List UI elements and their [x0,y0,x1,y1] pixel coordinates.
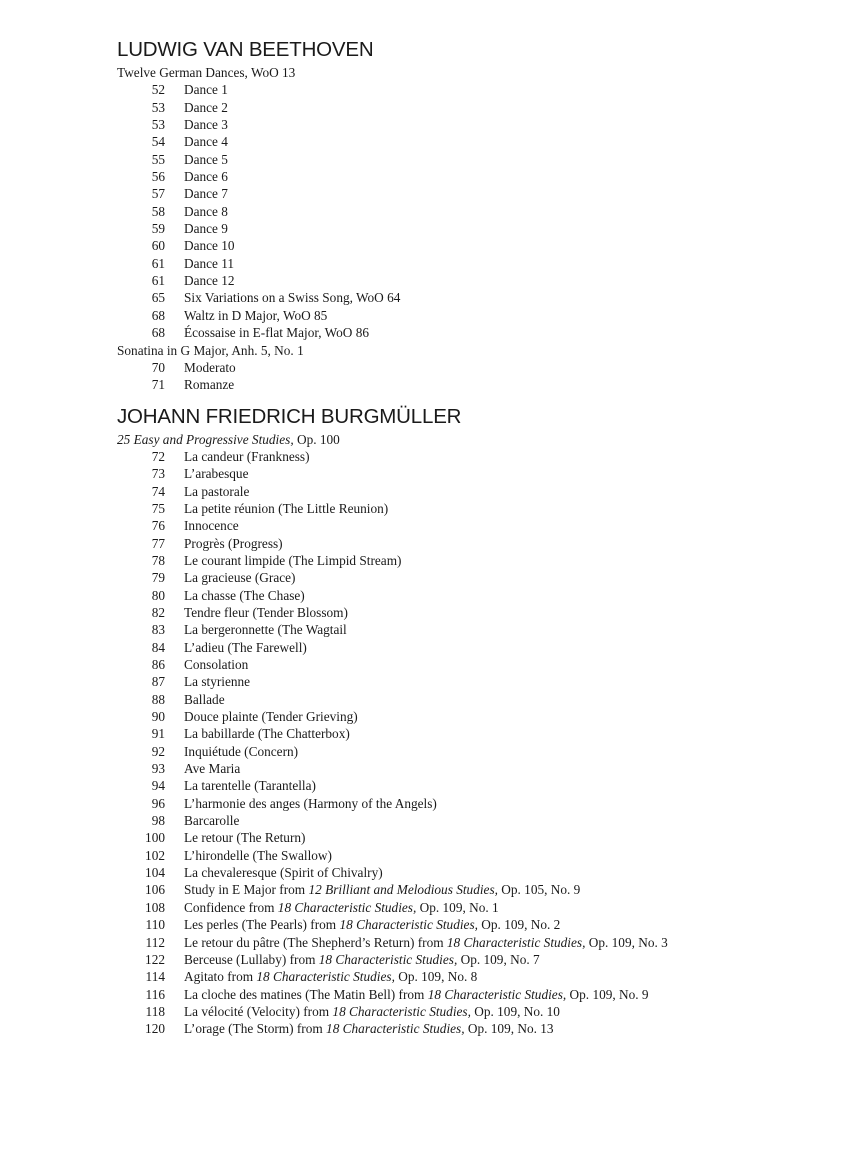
toc-entry[interactable] [117,725,837,742]
title-text: L’orage (The Storm) from [184,1021,327,1037]
title-text: Dance 5 [184,151,228,167]
toc-entry[interactable] [117,691,837,708]
title-text: Ave Maria [184,761,241,777]
title-text: Op. 109, No. 13 [464,1021,554,1037]
title-text: Les perles (The Pearls) from [184,917,340,933]
entry-title [165,465,837,482]
title-text: Op. 100 [293,431,340,447]
entry-title [165,220,837,237]
title-text: Study in E Major from [184,882,309,898]
title-text: La pastorale [184,483,250,499]
toc-entry[interactable] [117,324,837,341]
toc-entry[interactable] [117,621,837,638]
toc-entry[interactable] [117,899,837,916]
table-of-contents [117,36,837,1038]
toc-entry[interactable] [117,133,837,150]
toc-entry[interactable] [117,587,837,604]
page-number: 93 [151,761,165,777]
page-number: 77 [151,535,165,551]
toc-entry[interactable] [117,673,837,690]
page-number: 58 [151,203,165,219]
title-text: Douce plainte (Tender Grieving) [184,709,358,725]
toc-entry[interactable] [117,743,837,760]
title-text: Six Variations on a Swiss Song, WoO 64 [184,290,401,306]
page-number: 71 [151,377,165,393]
toc-entry[interactable] [117,99,837,116]
title-text: L’hirondelle (The Swallow) [184,847,332,863]
title-text: Op. 105, No. 9 [497,882,581,898]
page-number: 57 [151,186,165,202]
toc-entry[interactable] [117,916,837,933]
entry-title [165,376,837,393]
entry-title [165,864,837,881]
work-group-title [117,431,837,448]
entry-title [165,968,837,985]
entry-title [165,99,837,116]
page-number: 60 [151,238,165,254]
page-number: 120 [145,1021,165,1037]
page-number: 118 [145,1003,165,1019]
title-text: La tarentelle (Tarantella) [184,778,316,794]
entry-title [165,725,837,742]
toc-entry[interactable] [117,760,837,777]
entry-title [165,743,837,760]
toc-entry[interactable] [117,517,837,534]
page-number: 54 [151,134,165,150]
page-number: 98 [151,813,165,829]
title-text: Confidence from [184,899,278,915]
title-text: Op. 109, No. 10 [470,1003,560,1019]
toc-entry[interactable] [117,569,837,586]
entry-title [165,760,837,777]
entry-title [165,483,837,500]
page-number: 76 [151,518,165,534]
title-text: Le courant limpide (The Limpid Stream) [184,552,402,568]
toc-entry[interactable] [117,639,837,656]
page-number: 53 [151,99,165,115]
collection-title: 18 Characteristic Studies, [446,934,586,950]
title-text: La chasse (The Chase) [184,587,305,603]
title-text: Moderato [184,359,236,375]
work-group-title [117,342,837,359]
entry-title [165,517,837,534]
page-number: 90 [151,709,165,725]
page-number: 122 [145,951,165,967]
toc-entry[interactable] [117,255,837,272]
page-number: 112 [145,934,165,950]
toc-entry[interactable] [117,203,837,220]
title-text: La vélocité (Velocity) from [184,1003,333,1019]
page-number: 79 [151,570,165,586]
toc-entry[interactable] [117,968,837,985]
toc-entry[interactable] [117,168,837,185]
title-text: Op. 109, No. 9 [566,986,649,1002]
entry-title [165,1020,837,1037]
entry-title [165,289,837,306]
entry-title [165,168,837,185]
entry-title [165,448,837,465]
toc-entry[interactable] [117,376,837,393]
collection-title: 18 Characteristic Studies, [318,951,458,967]
toc-entry[interactable] [117,272,837,289]
title-text: Ballade [184,691,225,707]
title-text: Op. 109, No. 7 [457,951,540,967]
title-text: Op. 109, No. 2 [477,917,561,933]
toc-entry[interactable] [117,847,837,864]
entry-title [165,829,837,846]
entry-title [165,1003,837,1020]
work-group-title [117,64,837,81]
entry-title [165,81,837,98]
composer-heading: LUDWIG VAN BEETHOVEN [117,38,374,61]
title-text: Dance 10 [184,238,235,254]
title-text: Twelve German Dances, WoO 13 [117,65,296,80]
title-text: Sonatina in G Major, Anh. 5, No. 1 [117,342,304,358]
page-number: 108 [145,899,165,915]
title-text: L’arabesque [184,466,249,482]
toc-entry[interactable] [117,656,837,673]
toc-entry[interactable] [117,448,837,465]
page-number: 104 [145,865,165,881]
toc-entry[interactable] [117,500,837,517]
page-number: 94 [151,778,165,794]
title-text: Tendre fleur (Tender Blossom) [184,604,348,620]
entry-title [165,272,837,289]
toc-entry[interactable] [117,829,837,846]
title-text: Innocence [184,518,239,534]
entry-title [165,951,837,968]
title-text: La chevaleresque (Spirit of Chivalry) [184,865,383,881]
title-text: Op. 109, No. 8 [394,969,478,985]
page-number: 114 [145,969,165,985]
entry-title [165,899,837,916]
title-text: Écossaise in E-flat Major, WoO 86 [184,325,370,341]
collection-title: 18 Characteristic Studies, [332,1003,471,1019]
title-text: La babillarde (The Chatterbox) [184,726,350,742]
toc-entry[interactable] [117,151,837,168]
title-text: L’adieu (The Farewell) [184,639,307,655]
collection-title: 25 Easy and Progressive Studies, [117,431,294,447]
toc-entry[interactable] [117,81,837,98]
title-text: Dance 12 [184,273,235,289]
toc-entry[interactable] [117,359,837,376]
title-text: Barcarolle [184,813,240,829]
title-text: Agitato from [184,969,257,985]
entry-title [165,916,837,933]
page-number: 56 [151,169,165,185]
entry-title [165,307,837,324]
title-text: La candeur (Frankness) [184,448,310,464]
toc-entry[interactable] [117,812,837,829]
toc-entry[interactable] [117,220,837,237]
entry-title [165,116,837,133]
toc-entry[interactable] [117,1003,837,1020]
page-number: 116 [145,986,165,1002]
collection-title: 18 Characteristic Studies, [326,1021,465,1037]
page-number: 106 [145,882,165,898]
toc-entry[interactable] [117,777,837,794]
title-text: L’harmonie des anges (Harmony of the Angels) [184,795,437,811]
title-text: Le retour du pâtre (The Shepherd’s Return) from [184,934,447,950]
toc-entry[interactable] [117,1020,837,1037]
title-text: Dance 11 [184,255,235,271]
entry-title [165,795,837,812]
toc-entry[interactable] [117,881,837,898]
toc-entry[interactable] [117,708,837,725]
title-text: Le retour (The Return) [184,830,306,846]
title-text: Dance 1 [184,82,228,98]
title-text: Dance 9 [184,221,228,237]
page-number: 84 [151,639,165,655]
title-text: Romanze [184,377,235,393]
page-number: 80 [151,587,165,603]
title-text: La styrienne [184,674,251,690]
page-number: 92 [151,743,165,759]
title-text: Dance 3 [184,117,228,133]
entry-title [165,847,837,864]
composer-heading: JOHANN FRIEDRICH BURGMÜLLER [117,404,462,428]
title-text: Dance 8 [184,203,228,219]
entry-title [165,359,837,376]
toc-entry[interactable] [117,237,837,254]
toc-entry[interactable] [117,934,837,951]
page-number: 102 [145,847,165,863]
composer-section [117,403,837,1038]
title-text: Op. 109, No. 3 [585,934,668,950]
title-text: La bergeronnette (The Wagtail [184,622,347,638]
title-text: Consolation [184,657,249,672]
toc-entry[interactable] [117,795,837,812]
page-number: 61 [151,255,165,271]
page-number: 61 [151,273,165,289]
page-number: 59 [151,221,165,237]
title-text: Inquiétude (Concern) [184,743,299,759]
page-number: 82 [151,604,165,620]
toc-entry[interactable] [117,864,837,881]
page-number: 52 [151,82,165,98]
page-number: 83 [151,622,165,638]
entry-title [165,324,837,341]
page-number: 55 [151,151,165,167]
title-text: Dance 6 [184,169,228,185]
title-text: Berceuse (Lullaby) from [184,951,319,967]
page-number: 53 [151,117,165,133]
entry-title [165,673,837,690]
page-number: 74 [151,483,165,499]
entry-title [165,986,837,1003]
toc-entry[interactable] [117,185,837,202]
page-number: 72 [151,448,165,464]
entry-title [165,133,837,150]
entry-title [165,255,837,272]
page-number: 86 [151,657,165,672]
entry-title [165,185,837,202]
toc-entry[interactable] [117,307,837,324]
title-text: Dance 2 [184,99,228,115]
entry-title [165,708,837,725]
page-number: 68 [151,325,165,341]
page-number: 87 [151,674,165,690]
collection-title: 18 Characteristic Studies, [277,899,417,915]
toc-entry[interactable] [117,465,837,482]
title-text: Waltz in D Major, WoO 85 [184,307,328,323]
entry-title [165,777,837,794]
entry-title [165,500,837,517]
entry-title [165,569,837,586]
page-number: 73 [151,466,165,482]
entry-title [165,203,837,220]
page-number: 88 [151,691,165,707]
page-number: 96 [151,795,165,811]
entry-title [165,812,837,829]
toc-entry[interactable] [117,552,837,569]
toc-entry[interactable] [117,986,837,1003]
title-text: La gracieuse (Grace) [184,570,296,586]
entry-title [165,656,837,673]
toc-entry[interactable] [117,289,837,306]
page-number: 75 [151,500,165,516]
entry-title [165,621,837,638]
collection-title: 18 Characteristic Studies, [427,986,567,1002]
toc-entry[interactable] [117,951,837,968]
toc-entry[interactable] [117,483,837,500]
entry-title [165,587,837,604]
toc-entry[interactable] [117,116,837,133]
title-text: La cloche des matines (The Matin Bell) from [184,986,428,1002]
entry-title [165,604,837,621]
collection-title: 18 Characteristic Studies, [256,969,395,985]
page-number: 68 [151,307,165,323]
page-number: 65 [151,290,165,306]
entry-title [165,639,837,656]
page-number: 70 [151,359,165,375]
title-text: Progrès (Progress) [184,535,283,551]
title-text: Dance 7 [184,186,228,202]
entry-title [165,881,837,898]
entry-title [165,691,837,708]
collection-title: 12 Brilliant and Melodious Studies, [308,882,498,898]
title-text: Dance 4 [184,134,228,150]
toc-entry[interactable] [117,535,837,552]
entry-title [165,934,837,951]
page-number: 91 [151,726,165,742]
page-number: 100 [145,830,165,846]
entry-title [165,237,837,254]
composer-section [117,36,837,394]
collection-title: 18 Characteristic Studies, [339,917,478,933]
entry-title [165,535,837,552]
title-text: La petite réunion (The Little Reunion) [184,500,389,516]
entry-title [165,151,837,168]
toc-entry[interactable] [117,604,837,621]
entry-title [165,552,837,569]
page-number: 110 [145,917,165,933]
title-text: Op. 109, No. 1 [416,899,499,915]
page-number: 78 [151,552,165,568]
